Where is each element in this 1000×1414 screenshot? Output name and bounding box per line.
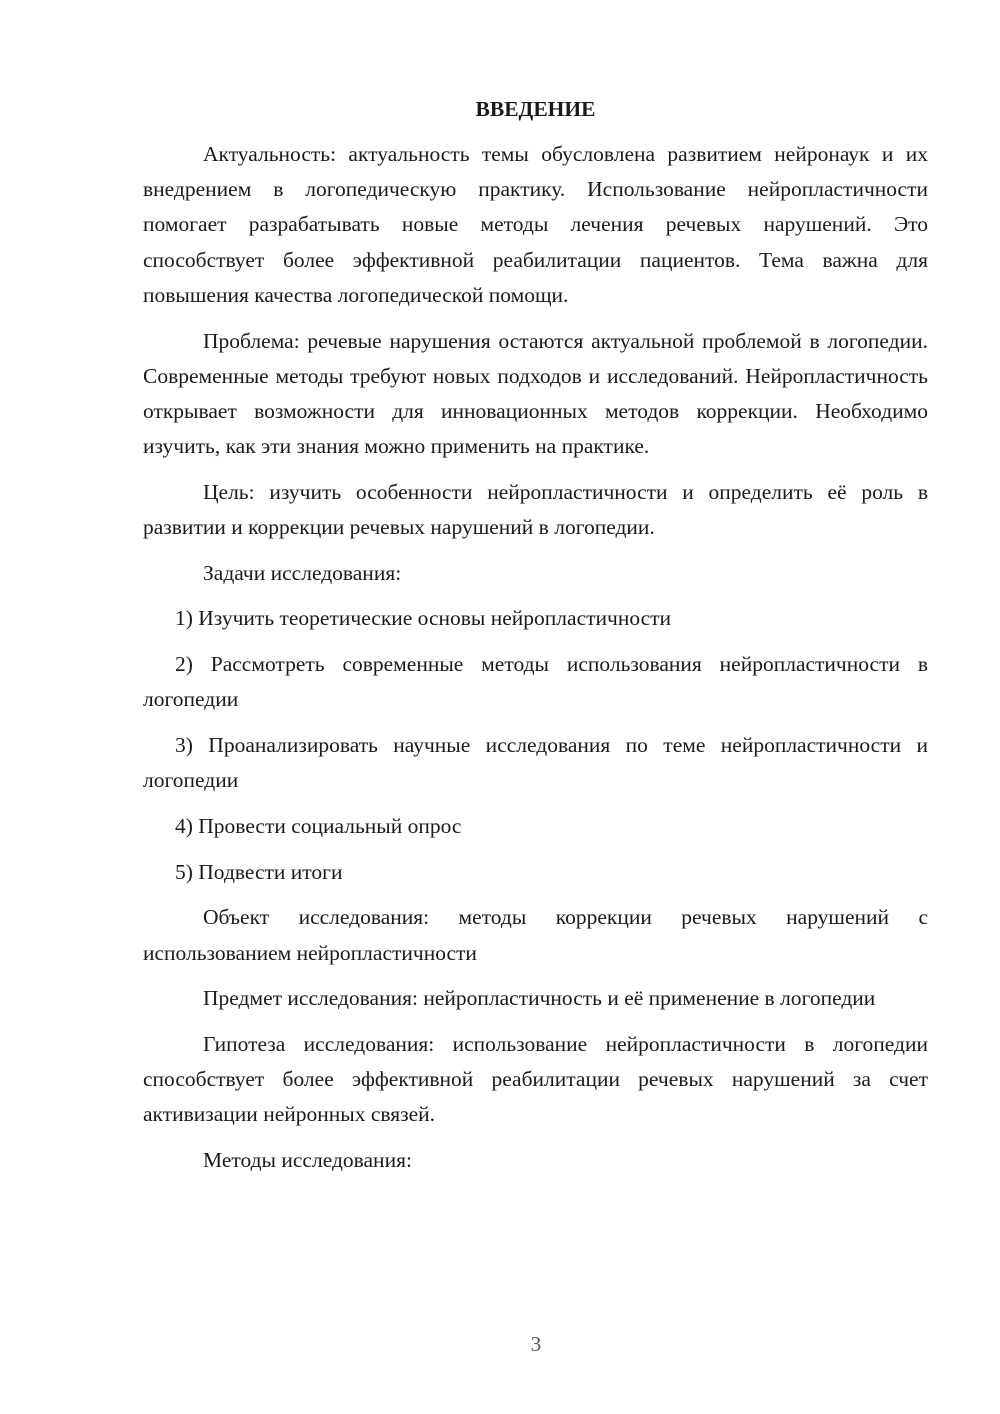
relevance-paragraph: Актуальность: актуальность темы обусловлена развитием нейронаук и их внедрением в логопедическую практику. Использование нейропластичности помогает разрабатывать новые методы лечения речевых нарушений. Это способствует более эффективной реабилитации пациентов. Тема важна для повышения качества логопедической помощи. — [143, 142, 928, 307]
tasks-heading: Задачи исследования: — [203, 560, 402, 585]
task-item-4: 4) Провести социальный опрос — [175, 813, 462, 838]
subject-paragraph: Предмет исследования: нейропластичность и её применение в логопедии — [203, 986, 876, 1011]
problem-paragraph: Проблема: речевые нарушения остаются актуальной проблемой в логопедии. Современные методы требуют новых подходов и исследований. Нейропластичность открывает возможности для инновационных методов коррекции. Необходимо изучить, как эти знания можно применить на практике. — [143, 328, 928, 459]
object-paragraph: Объект исследования: методы коррекции речевых нарушений с использованием нейропластичности — [143, 905, 928, 965]
task-item-1: 1) Изучить теоретические основы нейропластичности — [175, 606, 672, 631]
task-item-2: 2) Рассмотреть современные методы использования нейропластичности в логопедии — [143, 652, 928, 712]
document-page — [143, 92, 928, 1189]
hypothesis-paragraph: Гипотеза исследования: использование нейропластичности в логопедии способствует более эффективной реабилитации речевых нарушений за счет активизации нейронных связей. — [143, 1031, 928, 1127]
task-item-5: 5) Подвести итоги — [175, 859, 343, 884]
goal-paragraph: Цель: изучить особенности нейропластичности и определить её роль в развитии и коррекции речевых нарушений в логопедии. — [143, 479, 928, 540]
methods-heading: Методы исследования: — [203, 1148, 412, 1173]
section-title: ВВЕДЕНИЕ — [475, 97, 596, 121]
page-number: 3 — [530, 1332, 542, 1356]
task-item-3: 3) Проанализировать научные исследования по теме нейропластичности и логопедии — [143, 733, 928, 793]
